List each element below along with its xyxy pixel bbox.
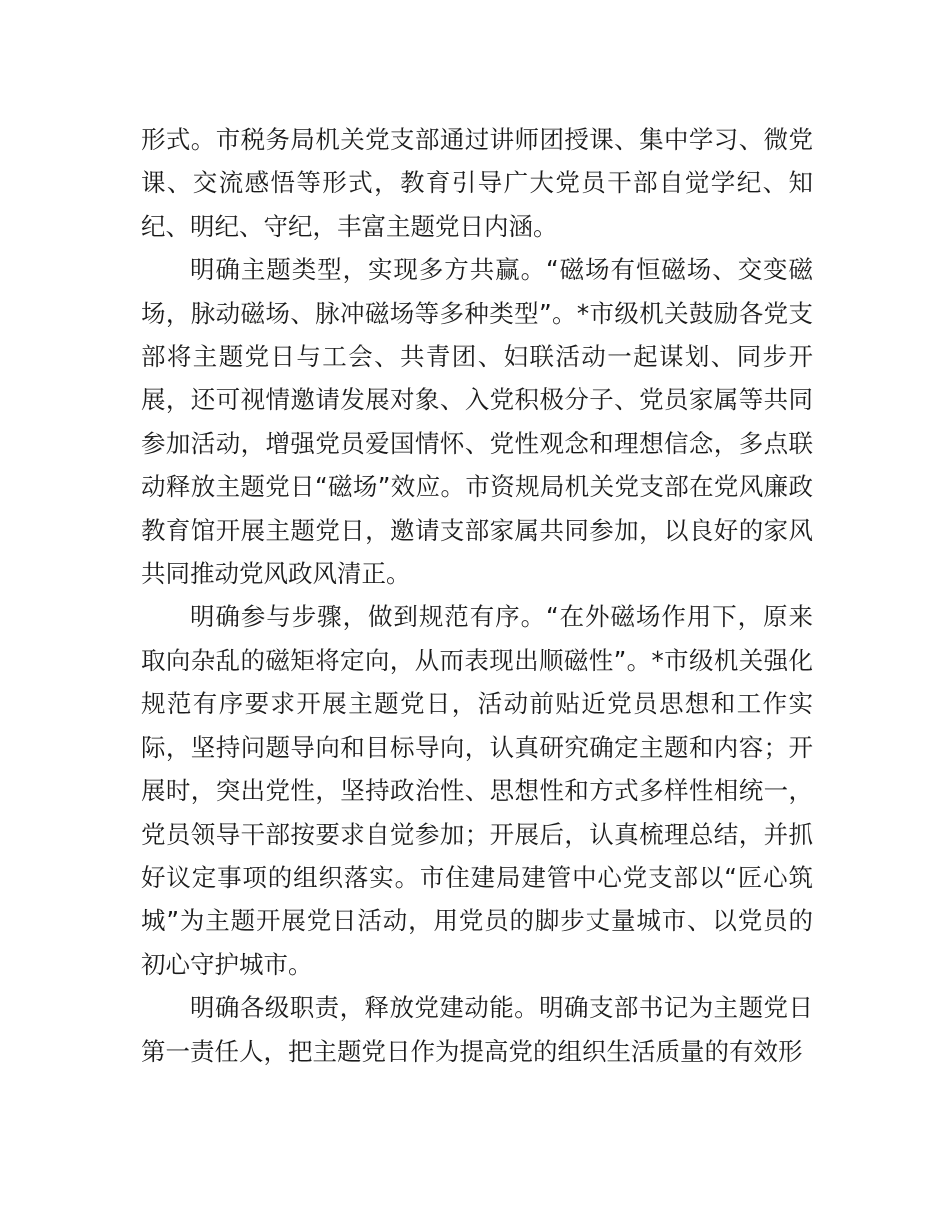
document-body bbox=[141, 118, 813, 1073]
paragraph-continuation: 形式。市税务局机关党支部通过讲师团授课、集中学习、微党课、交流感悟等形式，教育引导广大党员干部自觉学纪、知纪、明纪、守纪，丰富主题党日内涵。 bbox=[141, 125, 813, 241]
paragraph-participation-steps: 明确参与步骤，做到规范有序。“在外磁场作用下，原来取向杂乱的磁矩将定向，从而表现出顺磁性”。*市级机关强化规范有序要求开展主题党日，活动前贴近党员思想和工作实际，坚持问题导向和目标导向，认真研究确定主题和内容；开展时，突出党性，坚持政治性、思想性和方式多样性相统一，党员领导干部按要求自觉参加；开展后，认真梳理总结，并抓好议定事项的组织落实。市住建局建管中心党支部以“匠心筑城”为主题开展党日活动，用党员的脚步丈量城市、以党员的初心守护城市。 bbox=[141, 602, 813, 979]
paragraph-theme-types: 明确主题类型，实现多方共赢。“磁场有恒磁场、交变磁场，脉动磁场、脉冲磁场等多种类型”。*市级机关鼓励各党支部将主题党日与工会、共青团、妇联活动一起谋划、同步开展，还可视情邀请发展对象、入党积极分子、党员家属等共同参加活动，增强党员爱国情怀、党性观念和理想信念，多点联动释放主题党日“磁场”效应。市资规局机关党支部在党风廉政教育馆开展主题党日，邀请支部家属共同参加，以良好的家风共同推动党风政风清正。 bbox=[141, 255, 813, 589]
paragraph-responsibilities: 明确各级职责，释放党建动能。明确支部书记为主题党日第一责任人，把主题党日作为提高党的组织生活质量的有效形 bbox=[141, 993, 813, 1066]
